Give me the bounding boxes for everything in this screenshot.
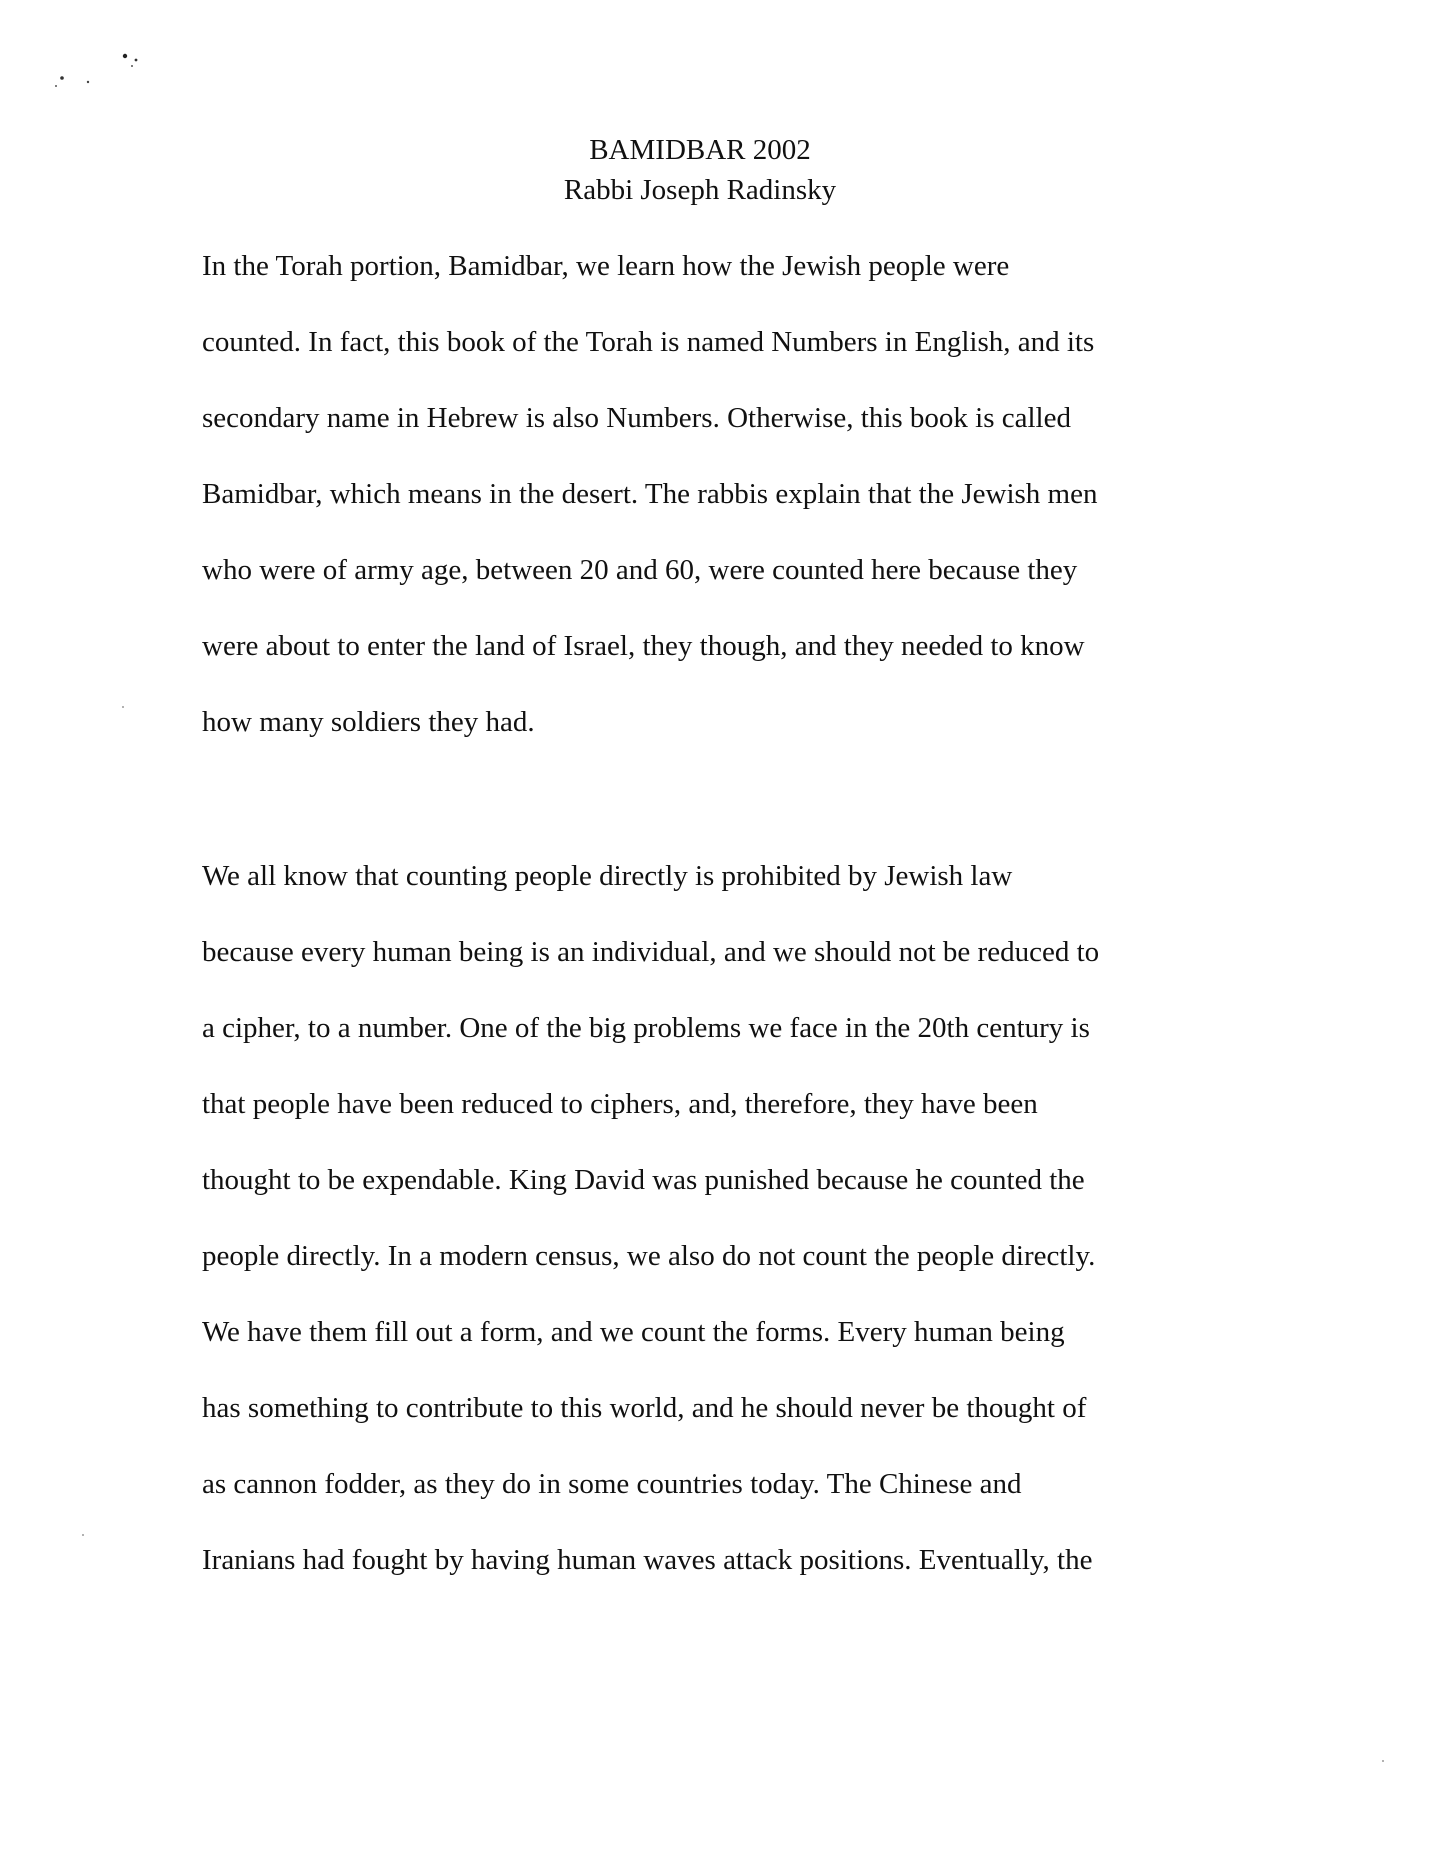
text-line: how many soldiers they had.	[202, 706, 535, 738]
text-line: Bamidbar, which means in the desert. The rabbis explain that the Jewish men	[202, 478, 1098, 510]
text-line: secondary name in Hebrew is also Numbers. Otherwise, this book is called	[202, 402, 1071, 434]
document-author: Rabbi Joseph Radinsky	[563, 174, 837, 206]
text-line: counted. In fact, this book of the Torah is named Numbers in English, and its	[202, 326, 1095, 358]
text-line: a cipher, to a number. One of the big problems we face in the 20th century is	[202, 1012, 1090, 1044]
paragraph-1	[202, 246, 1242, 778]
text-line: that people have been reduced to ciphers, and, therefore, they have been	[202, 1088, 1038, 1120]
text-line: has something to contribute to this world, and he should never be thought of	[202, 1392, 1087, 1424]
text-line: who were of army age, between 20 and 60, were counted here because they	[202, 554, 1078, 586]
text-line: We have them fill out a form, and we count the forms. Every human being	[202, 1316, 1065, 1348]
scan-specks	[40, 46, 160, 96]
text-line: people directly. In a modern census, we also do not count the people directly.	[202, 1240, 1096, 1272]
document-title: BAMIDBAR 2002	[589, 134, 811, 166]
document-header	[0, 130, 1400, 210]
text-line: Iranians had fought by having human waves attack positions. Eventually, the	[202, 1544, 1093, 1576]
text-line: In the Torah portion, Bamidbar, we learn how the Jewish people were	[202, 250, 1010, 282]
text-line: thought to be expendable. King David was punished because he counted the	[202, 1164, 1085, 1196]
scan-dot	[82, 1534, 84, 1536]
text-line: We all know that counting people directly is prohibited by Jewish law	[202, 860, 1013, 892]
paragraph-2	[202, 856, 1242, 1616]
text-line: as cannon fodder, as they do in some countries today. The Chinese and	[202, 1468, 1022, 1500]
scan-dot	[122, 706, 124, 708]
text-line: were about to enter the land of Israel, they though, and they needed to know	[202, 630, 1085, 662]
scan-dot	[1382, 1760, 1384, 1762]
text-line: because every human being is an individual, and we should not be reduced to	[202, 936, 1100, 968]
